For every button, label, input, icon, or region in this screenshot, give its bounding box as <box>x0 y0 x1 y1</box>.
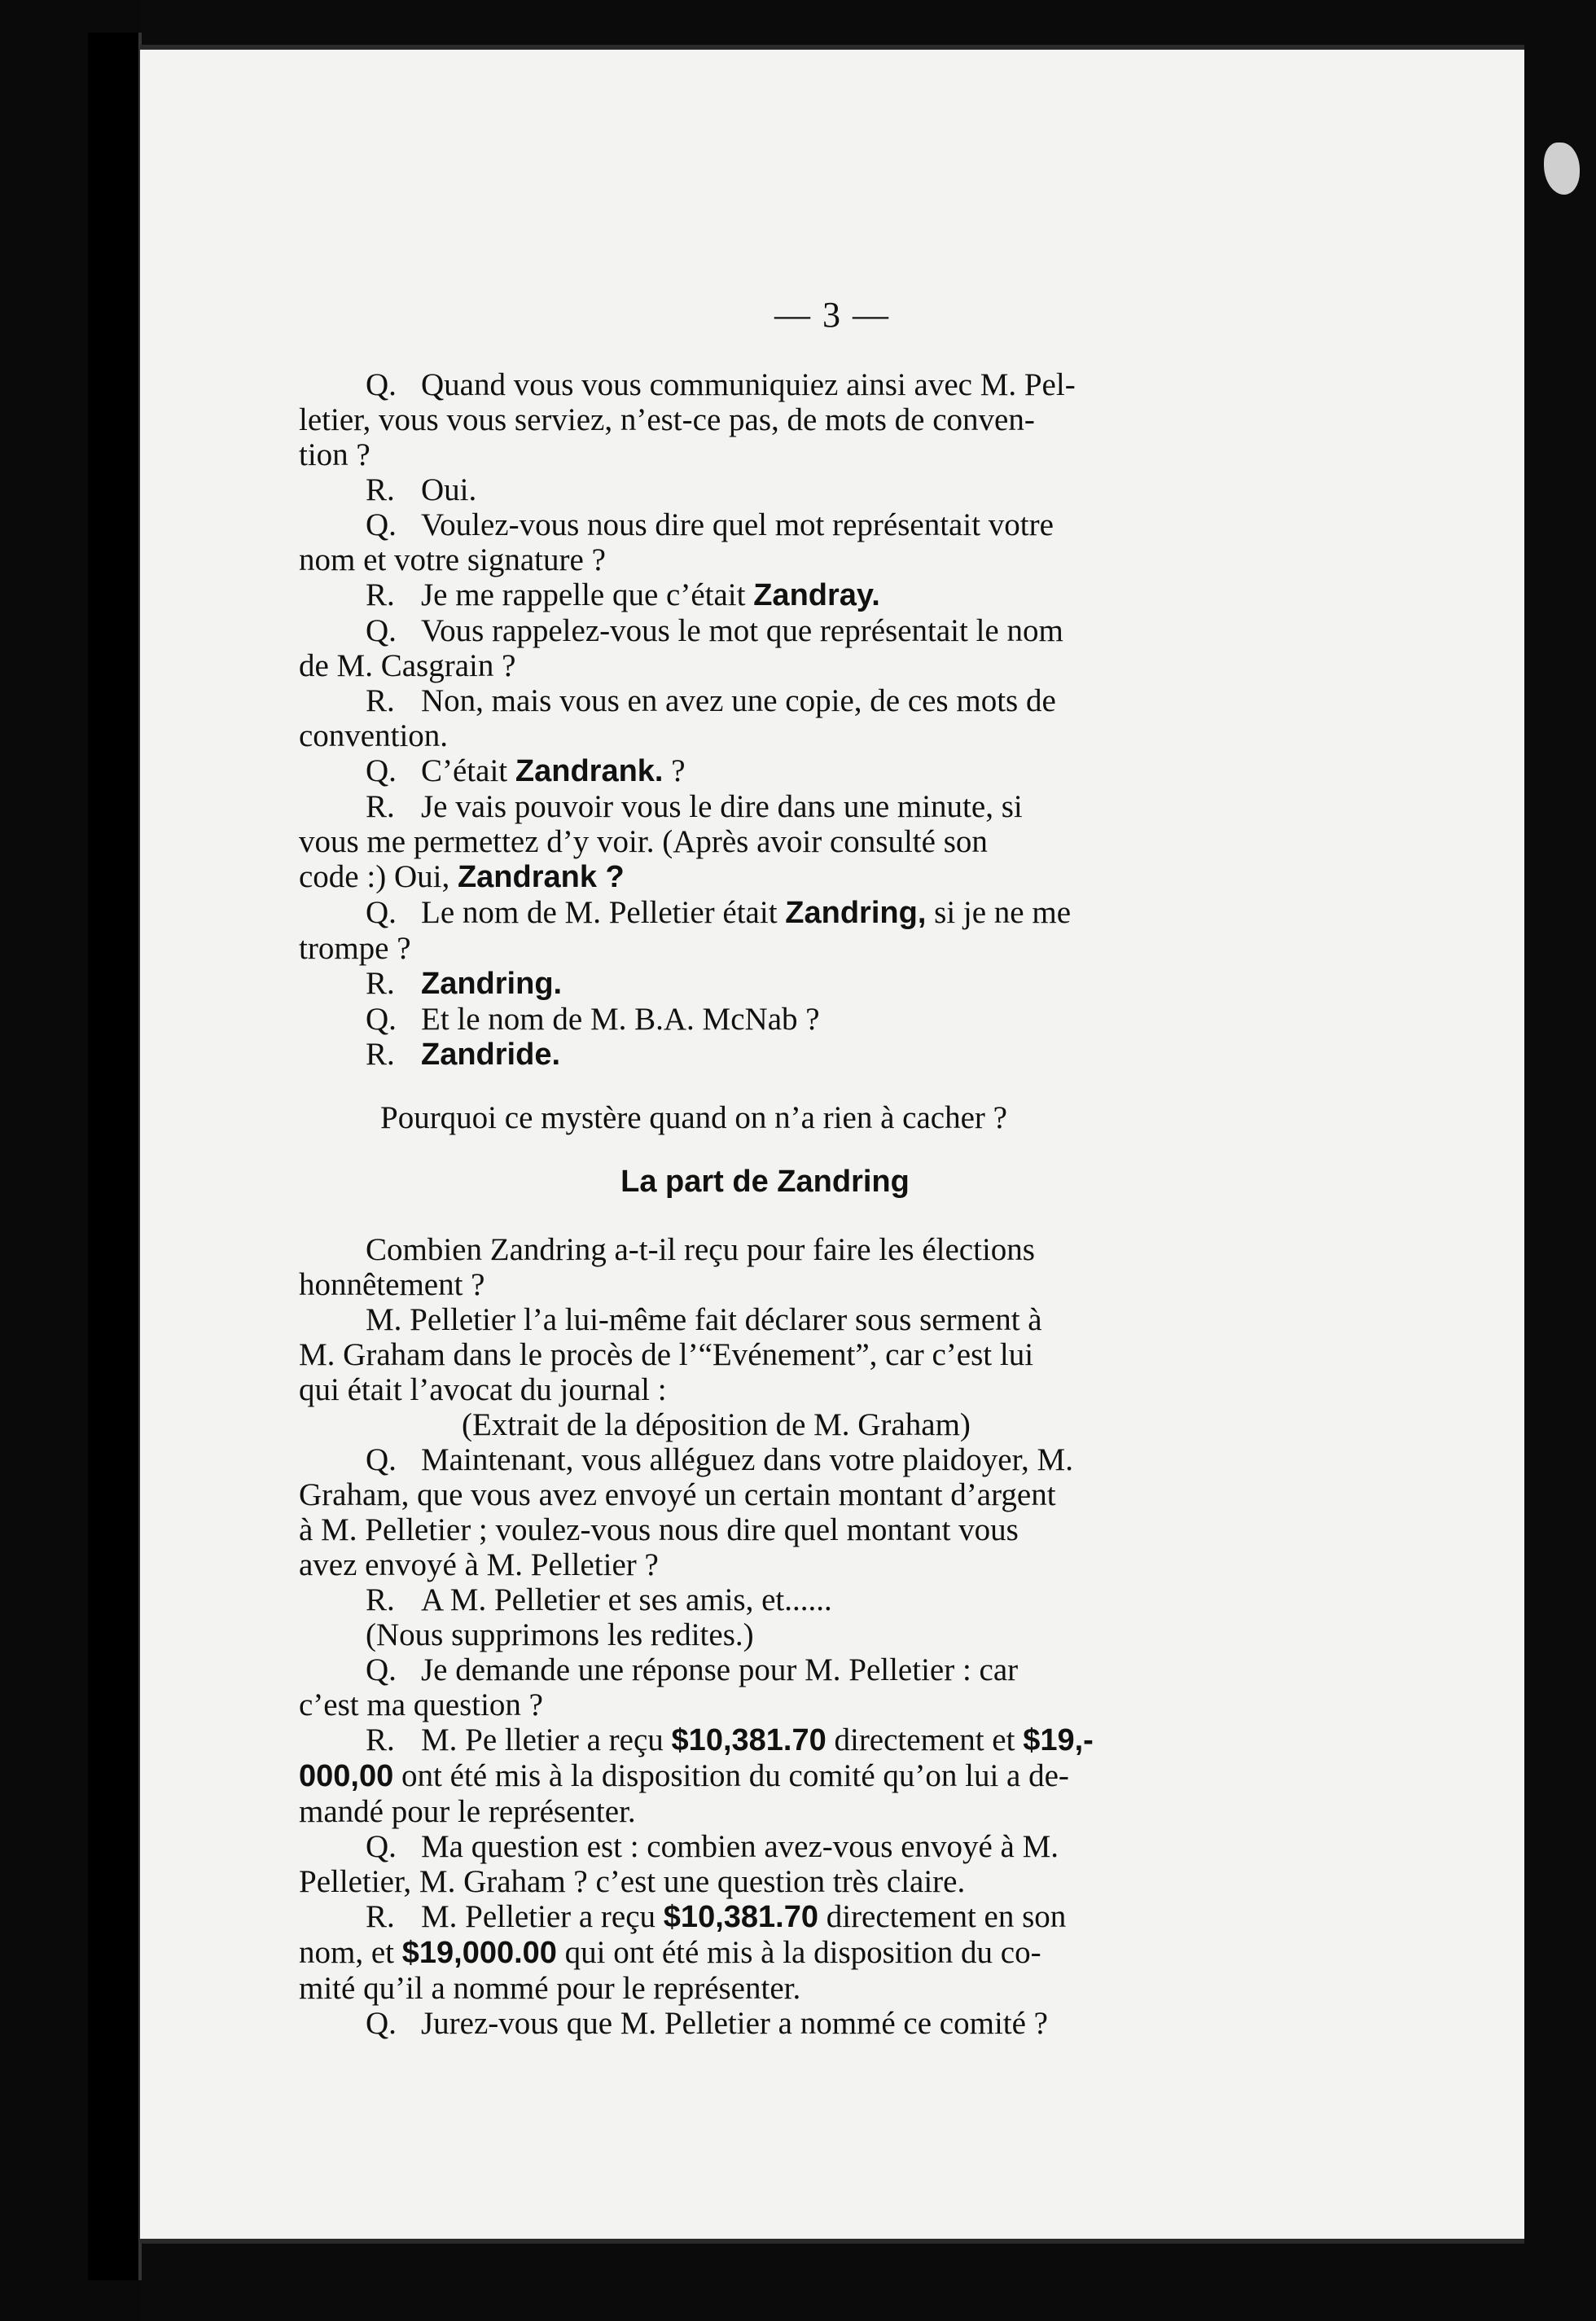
line-text: letier, vous vous serviez, n’est-ce pas, de mots de conven- <box>299 402 1035 437</box>
dialogue-line <box>299 931 1231 966</box>
dialogue-line <box>299 1442 1231 1477</box>
dialogue-line <box>299 507 1231 542</box>
line-text: directement en son <box>818 1899 1067 1934</box>
line-text: Je demande une réponse pour M. Pelletier : car <box>421 1652 1019 1687</box>
code-word: Zandring. <box>421 967 563 1001</box>
line-text: Ma question est : combien avez-vous envoyé à M. <box>421 1829 1059 1864</box>
paragraph-2 <box>299 1302 1231 1407</box>
speaker-label: R. <box>366 1582 395 1617</box>
line-text: C’était <box>421 753 515 788</box>
amount: $10,381.70 <box>671 1723 826 1757</box>
line-text: Jurez-vous que M. Pelletier a nommé ce comité ? <box>421 2006 1048 2041</box>
line-text: ont été mis à la disposition du comité qu’on lui a de- <box>393 1758 1069 1793</box>
line-text: tion ? <box>299 437 370 472</box>
dialogue-line <box>299 1512 1231 1547</box>
line-text: Vous rappelez-vous le mot que représentait le nom <box>421 613 1063 648</box>
section-heading: La part de Zandring <box>620 1165 910 1199</box>
dialogue-section-1 <box>299 367 1231 1073</box>
line-text: qui ont été mis à la disposition du co- <box>556 1935 1041 1970</box>
amount: $19,000.00 <box>401 1936 557 1970</box>
code-word: Zandrank ? <box>457 860 625 894</box>
line-text: Maintenant, vous alléguez dans votre plaidoyer, M. <box>421 1442 1073 1477</box>
dialogue-line <box>299 613 1231 648</box>
line-text: Je me rappelle que c’était <box>421 577 754 612</box>
line-text: Le nom de M. Pelletier était <box>421 895 786 930</box>
line-text: Non, mais vous en avez une copie, de ces mots de <box>421 683 1056 718</box>
dialogue-line <box>299 1617 1231 1652</box>
speaker-label: R. <box>366 1037 395 1072</box>
paragraph-line: honnêtement ? <box>299 1267 485 1302</box>
line-text: convention. <box>299 718 449 753</box>
dialogue-line <box>299 1971 1231 2006</box>
paragraph-line: qui était l’avocat du journal : <box>299 1372 667 1407</box>
speaker-label: Q. <box>366 1652 397 1687</box>
speaker-label: R. <box>366 966 395 1001</box>
document-page <box>140 45 1524 2244</box>
line-text: directement et <box>826 1722 1024 1757</box>
line-text: Pelletier, M. Graham ? c’est une question très claire. <box>299 1864 966 1899</box>
dialogue-line <box>299 1829 1231 1864</box>
dialogue-line <box>299 1864 1231 1899</box>
speaker-label: Q. <box>366 613 397 648</box>
dialogue-line <box>299 895 1231 931</box>
dialogue-line <box>299 1935 1231 1971</box>
dialogue-line <box>299 789 1231 824</box>
dialogue-line <box>299 1037 1231 1073</box>
line-text: trompe ? <box>299 931 411 966</box>
amount: 000,00 <box>299 1759 394 1793</box>
line-text: nom, et <box>299 1935 402 1970</box>
speaker-label: R. <box>366 789 395 824</box>
line-text: M. Pelletier a reçu <box>421 1899 664 1934</box>
line-text: Oui. <box>421 472 477 507</box>
dialogue-line <box>299 367 1231 402</box>
line-text: A M. Pelletier et ses amis, et...... <box>421 1582 832 1617</box>
dialogue-line <box>299 402 1231 437</box>
speaker-label: Q. <box>366 1829 397 1864</box>
page-number: — 3 — <box>774 295 890 335</box>
amount: $19,- <box>1023 1723 1094 1757</box>
line-text: (Nous supprimons les redites.) <box>366 1617 754 1652</box>
line-text: à M. Pelletier ; voulez-vous nous dire quel montant vous <box>299 1512 1019 1547</box>
line-text: c’est ma question ? <box>299 1687 543 1722</box>
amount: $10,381.70 <box>663 1900 818 1934</box>
page-content <box>299 367 1231 2041</box>
dialogue-line <box>299 1002 1231 1037</box>
dialogue-section-2 <box>299 1442 1231 2041</box>
line-text: code :) Oui, <box>299 859 458 894</box>
line-text: vous me permettez d’y voir. (Après avoir consulté son <box>299 824 988 859</box>
line-text: Je vais pouvoir vous le dire dans une minute, si <box>421 789 1023 824</box>
dialogue-line <box>299 718 1231 753</box>
speaker-label: Q. <box>366 753 397 788</box>
spacer <box>299 1073 1231 1100</box>
dialogue-line <box>299 1582 1231 1617</box>
speaker-label: R. <box>366 577 395 612</box>
speaker-label: R. <box>366 683 395 718</box>
scan-right-margin <box>1524 0 1596 2321</box>
scan-speck <box>1544 143 1580 195</box>
speaker-label: R. <box>366 1722 395 1757</box>
speaker-label: Q. <box>366 1002 397 1037</box>
dialogue-line <box>299 683 1231 718</box>
dialogue-line <box>299 437 1231 472</box>
rhetorical-question: Pourquoi ce mystère quand on n’a rien à cacher ? <box>380 1100 1007 1135</box>
line-text: Et le nom de M. B.A. McNab ? <box>421 1002 820 1037</box>
line-text: si je ne me <box>926 895 1072 930</box>
code-word: Zandrank. <box>515 754 664 788</box>
speaker-label: Q. <box>366 507 397 542</box>
dialogue-line <box>299 542 1231 577</box>
dialogue-line <box>299 859 1231 895</box>
dialogue-line <box>299 1687 1231 1722</box>
code-word: Zandride. <box>421 1038 561 1072</box>
dialogue-line <box>299 1758 1231 1794</box>
dialogue-line <box>299 966 1231 1002</box>
dialogue-line <box>299 753 1231 789</box>
line-text: de M. Casgrain ? <box>299 648 516 683</box>
line-text: mandé pour le représenter. <box>299 1794 636 1829</box>
line-text: Graham, que vous avez envoyé un certain montant d’argent <box>299 1477 1056 1512</box>
dialogue-line <box>299 648 1231 683</box>
speaker-label: R. <box>366 472 395 507</box>
paragraph-line: Combien Zandring a-t-il reçu pour faire les élections <box>366 1232 1035 1267</box>
line-text: M. Pe lletier a reçu <box>421 1722 672 1757</box>
line-text: nom et votre signature ? <box>299 542 606 577</box>
dialogue-line <box>299 824 1231 859</box>
paragraph-line: M. Pelletier l’a lui-même fait déclarer sous serment à <box>366 1302 1042 1337</box>
binding-edge <box>88 33 142 2280</box>
speaker-label: Q. <box>366 1442 397 1477</box>
dialogue-line <box>299 1899 1231 1935</box>
extract-title: (Extrait de la déposition de M. Graham) <box>462 1407 971 1442</box>
paragraph-line: M. Graham dans le procès de l’“Evénement”, car c’est lui <box>299 1337 1034 1372</box>
line-text: ? <box>663 753 686 788</box>
line-text: Quand vous vous communiquiez ainsi avec M. Pel- <box>421 367 1076 402</box>
speaker-label: Q. <box>366 2006 397 2041</box>
code-word: Zandring, <box>785 896 927 930</box>
dialogue-line <box>299 472 1231 507</box>
dialogue-line <box>299 1794 1231 1829</box>
speaker-label: R. <box>366 1899 395 1934</box>
dialogue-line <box>299 2006 1231 2041</box>
dialogue-line <box>299 577 1231 613</box>
line-text: Voulez-vous nous dire quel mot représentait votre <box>421 507 1054 542</box>
line-text: avez envoyé à M. Pelletier ? <box>299 1547 659 1582</box>
code-word: Zandray. <box>753 578 880 612</box>
dialogue-line <box>299 1722 1231 1758</box>
speaker-label: Q. <box>366 367 397 402</box>
dialogue-line <box>299 1477 1231 1512</box>
speaker-label: Q. <box>366 895 397 930</box>
paragraph-1 <box>299 1232 1231 1302</box>
dialogue-line <box>299 1652 1231 1687</box>
line-text: mité qu’il a nommé pour le représenter. <box>299 1971 801 2006</box>
dialogue-line <box>299 1547 1231 1582</box>
